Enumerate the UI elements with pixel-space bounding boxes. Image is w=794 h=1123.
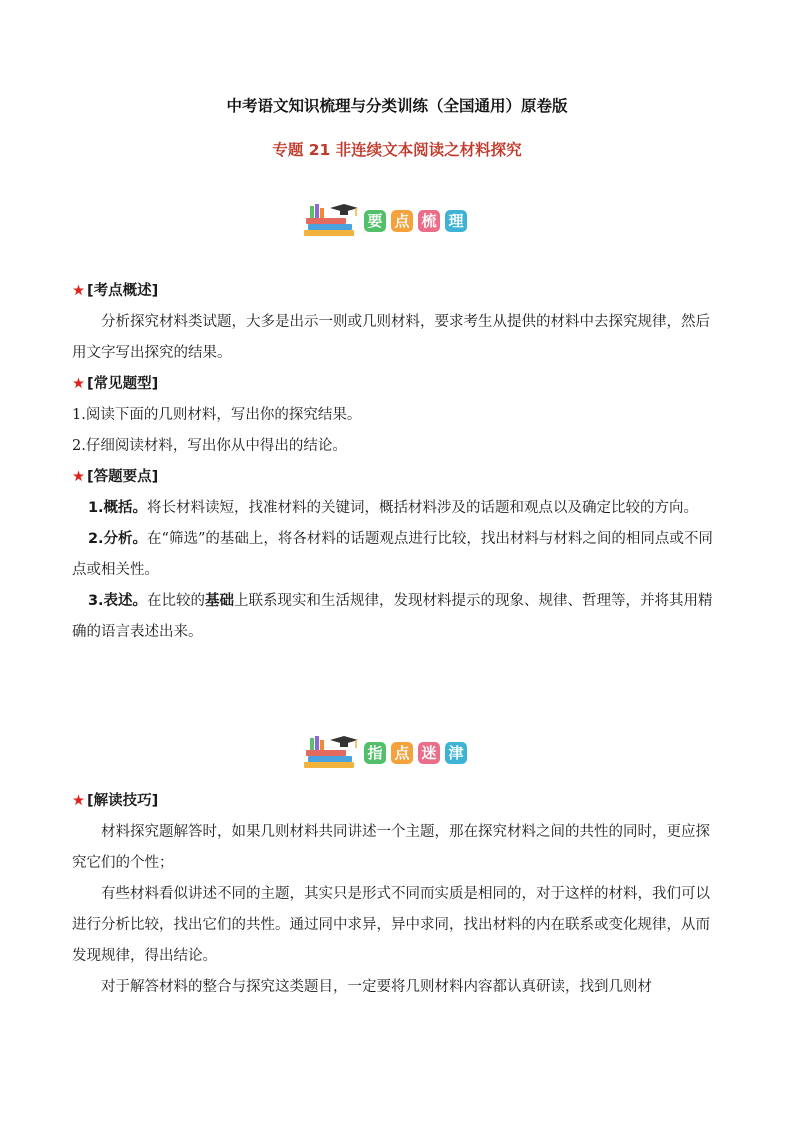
main-content xyxy=(72,276,724,648)
list-item: 2.仔细阅读材料，写出你从中得出的结论。 xyxy=(72,438,347,454)
tips-banner xyxy=(300,734,500,774)
point-item xyxy=(72,493,724,524)
section-heading-tips xyxy=(72,786,724,817)
point-label: 2.分析。 xyxy=(87,531,148,547)
point-text: 在比较的 xyxy=(147,593,206,609)
tips-paragraph: 对于解答材料的整合与探究这类题目，一定要将几则材料内容都认真研读，找到几则材 xyxy=(101,979,652,995)
document-subtitle: 专题 21 非连续文本阅读之材料探究 xyxy=(272,141,522,159)
banner-char: 理 xyxy=(445,210,467,232)
banner-char: 梳 xyxy=(418,210,440,232)
point-item xyxy=(72,524,724,586)
star-icon: ★ xyxy=(72,469,85,485)
point-text: 上联系现实和生活规律，发现材料提示的现象、规律、哲理等，并将其用精确的语言表述出来。 xyxy=(72,593,713,640)
key-points-banner xyxy=(300,202,500,242)
point-text: 将长材料读短，找准材料的关键词，概括材料涉及的话题和观点以及确定比较的方向。 xyxy=(147,500,699,516)
banner-char: 指 xyxy=(364,742,386,764)
point-label: 1.概括。 xyxy=(87,500,148,516)
section-heading-types xyxy=(72,369,724,400)
tips-content xyxy=(72,786,724,1003)
heading-text: [答题要点] xyxy=(87,469,159,485)
heading-text: [解读技巧] xyxy=(87,793,159,809)
banner-char: 迷 xyxy=(418,742,440,764)
tips-paragraph: 有些材料看似讲述不同的主题，其实只是形式不同而实质是相同的，对于这样的材料，我们可以进行分析比较，找出它们的共性。通过同中求异，异中求同，找出材料的内在联系或变化规律，从而发现规律，得出结论。 xyxy=(72,886,710,964)
books-graduation-icon xyxy=(300,202,362,242)
banner-char: 点 xyxy=(391,210,413,232)
banner-char: 津 xyxy=(445,742,467,764)
section-heading-overview xyxy=(72,276,724,307)
star-icon: ★ xyxy=(72,283,85,299)
heading-text: [常见题型] xyxy=(87,376,159,392)
document-title: 中考语文知识梳理与分类训练（全国通用）原卷版 xyxy=(226,97,568,115)
list-item: 1.阅读下面的几则材料，写出你的探究结果。 xyxy=(72,407,362,423)
star-icon: ★ xyxy=(72,376,85,392)
point-text: 在“筛选”的基础上，将各材料的话题观点进行比较，找出材料与材料之间的相同点或不同点或相关性。 xyxy=(72,531,713,578)
overview-text: 分析探究材料类试题，大多是出示一则或几则材料，要求考生从提供的材料中去探究规律，然后用文字写出探究的结果。 xyxy=(72,314,710,361)
banner-char: 点 xyxy=(391,742,413,764)
tips-paragraph: 材料探究题解答时，如果几则材料共同讲述一个主题，那在探究材料之间的共性的同时，更应探究它们的个性； xyxy=(72,824,710,871)
section-heading-points xyxy=(72,462,724,493)
banner-char: 要 xyxy=(364,210,386,232)
point-label: 3.表述。 xyxy=(87,593,148,609)
books-graduation-icon xyxy=(300,734,362,774)
heading-text: [考点概述] xyxy=(87,283,159,299)
point-bold-word: 基础 xyxy=(205,593,235,609)
point-item xyxy=(72,586,724,648)
star-icon: ★ xyxy=(72,793,85,809)
